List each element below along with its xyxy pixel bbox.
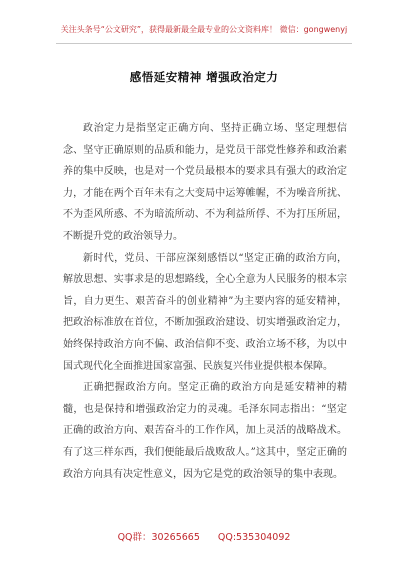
- footer-contact: [0, 532, 408, 544]
- header-divider: [56, 43, 352, 44]
- paragraph: 政治定力是指坚定正确方向、坚持正确立场、坚定理想信念、坚守正确原则的品质和能力，是党员干部党性修养和政治素养的集中反映，也是对一个党员最根本的要求具有强大的政治定力，才能在两个百年未有之大变局中运筹帷幄，不为噪音所扰、不为歪风所惑、不为暗流所动、不为利益所俘、不为打压所屈，不断提升党的政治领导力。: [63, 123, 347, 242]
- paragraph: 正确把握政治方向。坚定正确的政治方向是延安精神的精髓，也是保持和增强政治定力的灵魂。毛泽东同志指出：“坚定正确的政治方向、艰苦奋斗的工作作风，加上灵活的战略战术。有了这三样东西，我们便能最后战败敌人。”这其中，坚定正确的政治方向具有决定性意义，因为它是党的政治领导的集中表现。: [63, 382, 347, 480]
- document-body: [63, 118, 347, 485]
- qq-group-label: QQ群：30265665: [117, 532, 200, 543]
- paragraph: 新时代，党员、干部应深刻感悟以“坚定正确的政治方向，解放思想、实事求是的思想路线，全心全意为人民服务的根本宗旨，自力更生、艰苦奋斗的创业精神”为主要内容的延安精神，把政治标准放在首位，不断加强政治建设、切实增强政治定力，始终保持政治方向不偏、政治信仰不变、政治立场不移，为以中国式现代化全面推进国家富强、民族复兴伟业提供根本保障。: [63, 252, 347, 372]
- qq-label: QQ:535304092: [217, 532, 291, 543]
- document-title: 感悟延安精神 增强政治定力: [129, 70, 279, 84]
- header-banner: 关注头条号“公文研究”，获得最新最全最专业的公文资料库！ 微信：gongwenyj: [60, 25, 348, 34]
